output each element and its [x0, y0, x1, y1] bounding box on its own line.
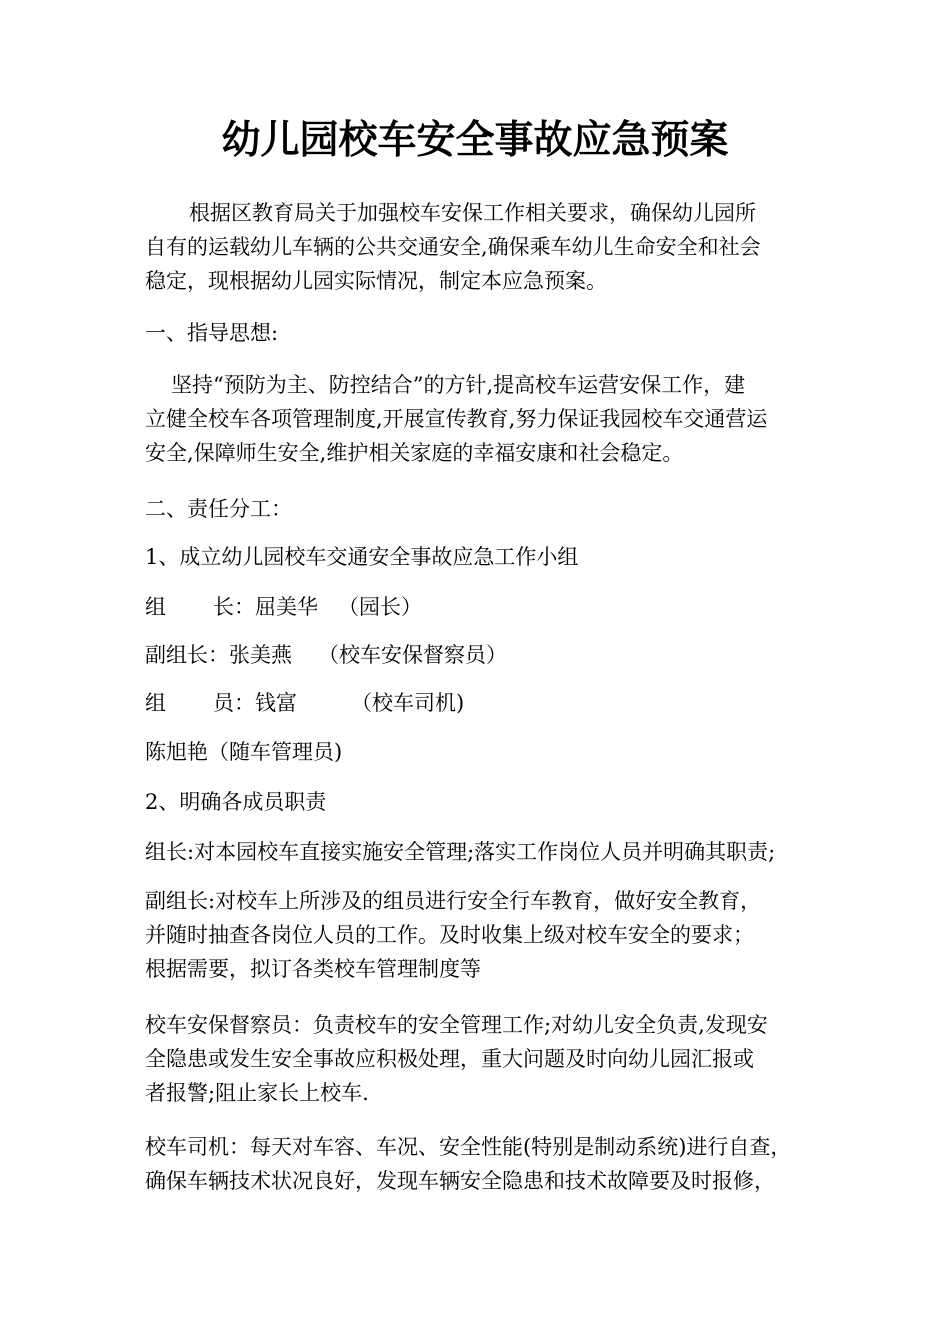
duty-deputy-line-3: 根据需要，拟订各类校车管理制度等: [145, 957, 481, 981]
member-driver: 组 员：钱富 （校车司机): [145, 691, 465, 715]
section2-heading: 二、责任分工：: [145, 497, 292, 521]
section2-item1: 1、成立幼儿园校车交通安全事故应急工作小组: [145, 545, 579, 569]
intro-line-3: 稳定，现根据幼儿园实际情况，制定本应急预案。: [145, 269, 607, 293]
section1-line-1: 坚持“预防为主、防控结合”的方针,提高校车运营安保工作，建: [171, 373, 746, 397]
duty-supervisor: [145, 1008, 813, 1110]
duty-deputy-line-1: 副组长:对校车上所涉及的组员进行安全行车教育，做好安全教育，: [145, 889, 762, 913]
duty-supervisor-line-2: 全隐患或发生安全事故应积极处理，重大问题及时向幼儿园汇报或: [145, 1047, 754, 1071]
section1-line-3: 安全,保障师生安全,维护相关家庭的幸福安康和社会稳定。: [145, 441, 684, 465]
duty-deputy-line-2: 并随时抽查各岗位人员的工作。及时收集上级对校车安全的要求；: [145, 923, 754, 947]
member-leader: 组 长：屈美华 （园长）: [145, 595, 422, 619]
section1-heading: 一、指导思想:: [145, 321, 279, 345]
section1-paragraph: [145, 368, 813, 470]
duty-deputy: [145, 884, 813, 986]
section1-line-2: 立健全校车各项管理制度,开展宣传教育,努力保证我园校车交通营运: [145, 407, 768, 431]
member-deputy: 副组长：张美燕 （校车安保督察员）: [145, 643, 507, 667]
duty-leader: 组长:对本园校车直接实施安全管理;落实工作岗位人员并明确其职责;: [145, 840, 776, 864]
document-title: 幼儿园校车安全事故应急预案: [221, 117, 729, 163]
intro-paragraph: [145, 196, 813, 298]
duty-driver-line-1: 校车司机：每天对车容、车况、安全性能(特别是制动系统)进行自查，: [145, 1135, 792, 1159]
section2-item2: 2、明确各成员职责: [145, 790, 327, 814]
intro-line-1: 根据区教育局关于加强校车安保工作相关要求，确保幼儿园所: [189, 201, 756, 225]
duty-supervisor-line-3: 者报警;阻止家长上校车.: [145, 1081, 369, 1105]
duty-supervisor-line-1: 校车安保督察员：负责校车的安全管理工作;对幼儿安全负责,发现安: [145, 1013, 768, 1037]
duty-driver: [145, 1130, 813, 1198]
duty-driver-line-2: 确保车辆技术状况良好，发现车辆安全隐患和技术故障要及时报修，: [145, 1169, 775, 1193]
intro-line-2: 自有的运载幼儿车辆的公共交通安全,确保乘车幼儿生命安全和社会: [145, 235, 761, 259]
member-attendant: 陈旭艳（随车管理员): [145, 740, 343, 764]
